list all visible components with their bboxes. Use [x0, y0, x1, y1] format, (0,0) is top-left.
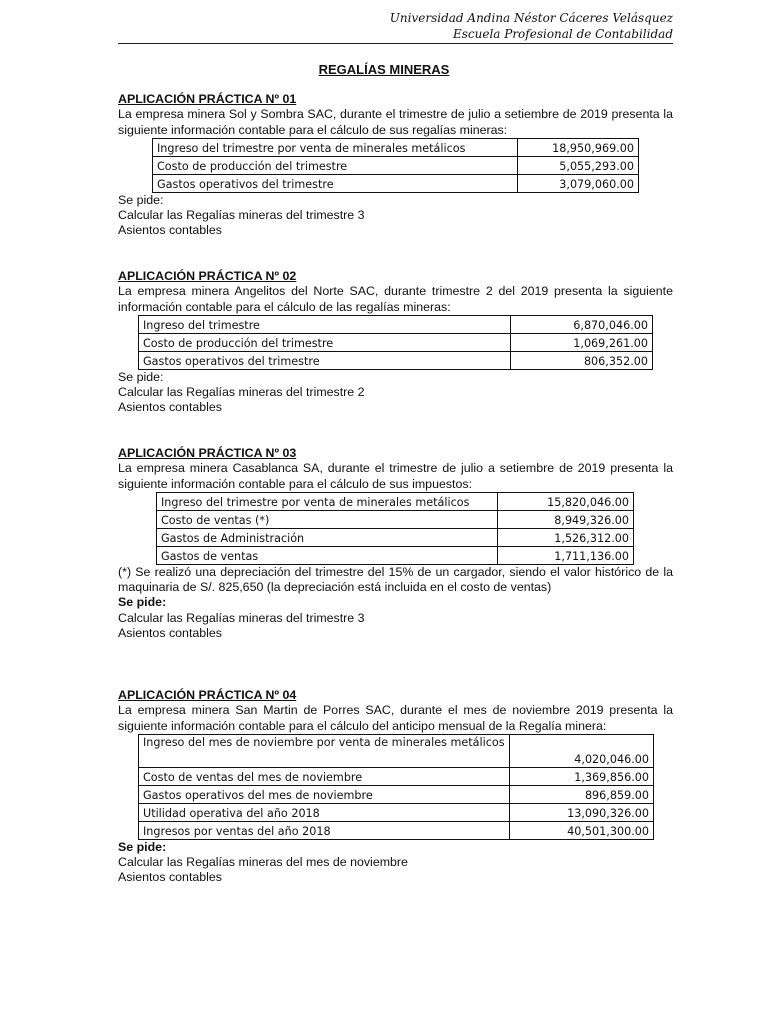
row-label: Gastos operativos del trimestre — [153, 174, 518, 192]
se-pide-label: Se pide: — [118, 369, 164, 384]
exercise-title: APLICACIÓN PRÁCTICA Nº 03 — [118, 446, 297, 460]
task-item: Calcular las Regalías mineras del trimestre 3 — [118, 208, 365, 223]
row-value: 5,055,293.00 — [518, 156, 639, 174]
row-label: Costo de producción del trimestre — [153, 156, 518, 174]
row-label: Gastos de ventas — [157, 546, 498, 564]
row-value: 8,949,326.00 — [498, 510, 634, 528]
row-label: Gastos operativos del mes de noviembre — [139, 785, 510, 803]
data-table — [138, 734, 654, 840]
exercise-description: La empresa minera Angelitos del Norte SAC, durante trimestre 2 del 2019 presenta la siguiente información contable para el cálculo de las regalías mineras: — [118, 284, 673, 314]
table-row — [139, 734, 654, 767]
task-item: Asientos contables — [118, 626, 223, 641]
row-value: 40,501,300.00 — [510, 821, 654, 839]
task-item: Asientos contables — [118, 223, 223, 238]
exercise-1 — [118, 92, 673, 239]
exercise-description: La empresa minera Sol y Sombra SAC, durante el trimestre de julio a setiembre de 2019 presenta la siguiente información contable para el cálculo de sus regalías mineras: — [118, 107, 673, 137]
table-row — [153, 138, 639, 156]
se-pide-label: Se pide: — [118, 595, 167, 610]
se-pide-label: Se pide: — [118, 192, 164, 207]
se-pide-label: Se pide: — [118, 839, 167, 854]
table-row — [153, 156, 639, 174]
university-name: Universidad Andina Néstor Cáceres Velásquez — [389, 11, 673, 25]
row-value: 1,526,312.00 — [498, 528, 634, 546]
exercise-description: La empresa minera Casablanca SA, durante el trimestre de julio a setiembre de 2019 presenta la siguiente información contable para el cálculo de sus impuestos: — [118, 461, 673, 491]
row-label: Costo de ventas (*) — [157, 510, 498, 528]
row-label: Costo de producción del trimestre — [139, 333, 511, 351]
table-row — [139, 785, 654, 803]
table-row — [139, 333, 653, 351]
row-label: Ingreso del trimestre por venta de minerales metálicos — [157, 492, 498, 510]
row-label: Ingreso del mes de noviembre por venta de minerales metálicos — [139, 734, 510, 767]
task-item: Asientos contables — [118, 870, 223, 885]
table-row — [139, 315, 653, 333]
row-value: 15,820,046.00 — [498, 492, 634, 510]
row-value: 18,950,969.00 — [518, 138, 639, 156]
row-value: 4,020,046.00 — [510, 734, 654, 767]
table-row — [139, 803, 654, 821]
header-divider — [118, 43, 673, 44]
task-item: Asientos contables — [118, 400, 223, 415]
task-item: Calcular las Regalías mineras del mes de noviembre — [118, 855, 408, 870]
school-name: Escuela Profesional de Contabilidad — [452, 27, 673, 41]
row-label: Gastos de Administración — [157, 528, 498, 546]
table-row — [157, 492, 634, 510]
row-label: Utilidad operativa del año 2018 — [139, 803, 510, 821]
task-item: Calcular las Regalías mineras del trimestre 2 — [118, 385, 365, 400]
table-row — [153, 174, 639, 192]
row-label: Gastos operativos del trimestre — [139, 351, 511, 369]
row-value: 896,859.00 — [510, 785, 654, 803]
exercise-3 — [118, 446, 673, 641]
row-value: 1,069,261.00 — [511, 333, 653, 351]
row-value: 13,090,326.00 — [510, 803, 654, 821]
data-table — [152, 138, 639, 193]
exercise-description: La empresa minera San Martin de Porres SAC, durante el mes de noviembre 2019 presenta la siguiente información contable para el cálculo del anticipo mensual de la Regalía minera: — [118, 703, 673, 733]
table-row — [139, 767, 654, 785]
row-label: Ingresos por ventas del año 2018 — [139, 821, 510, 839]
task-item: Calcular las Regalías mineras del trimestre 3 — [118, 610, 365, 625]
exercise-title: APLICACIÓN PRÁCTICA Nº 01 — [118, 92, 297, 106]
row-value: 806,352.00 — [511, 351, 653, 369]
row-label: Ingreso del trimestre por venta de minerales metálicos — [153, 138, 518, 156]
table-row — [157, 528, 634, 546]
exercise-2 — [118, 269, 673, 416]
table-row — [157, 510, 634, 528]
footnote: (*) Se realizó una depreciación del trimestre del 15% de un cargador, siendo el valor histórico de la maquinaria de S/. 825,650 (la depreciación está incluida en el costo de ventas) — [118, 564, 673, 595]
exercise-title: APLICACIÓN PRÁCTICA Nº 04 — [118, 688, 297, 702]
row-value: 1,369,856.00 — [510, 767, 654, 785]
row-label: Ingreso del trimestre — [139, 315, 511, 333]
exercise-4 — [118, 688, 673, 886]
page-title: REGALÍAS MINERAS — [318, 62, 450, 77]
row-value: 3,079,060.00 — [518, 174, 639, 192]
exercise-title: APLICACIÓN PRÁCTICA Nº 02 — [118, 269, 297, 283]
data-table — [156, 492, 634, 565]
table-row — [139, 351, 653, 369]
row-value: 1,711,136.00 — [498, 546, 634, 564]
row-value: 6,870,046.00 — [511, 315, 653, 333]
data-table — [138, 315, 653, 370]
document-header — [390, 10, 673, 42]
table-row — [157, 546, 634, 564]
row-label: Costo de ventas del mes de noviembre — [139, 767, 510, 785]
table-row — [139, 821, 654, 839]
